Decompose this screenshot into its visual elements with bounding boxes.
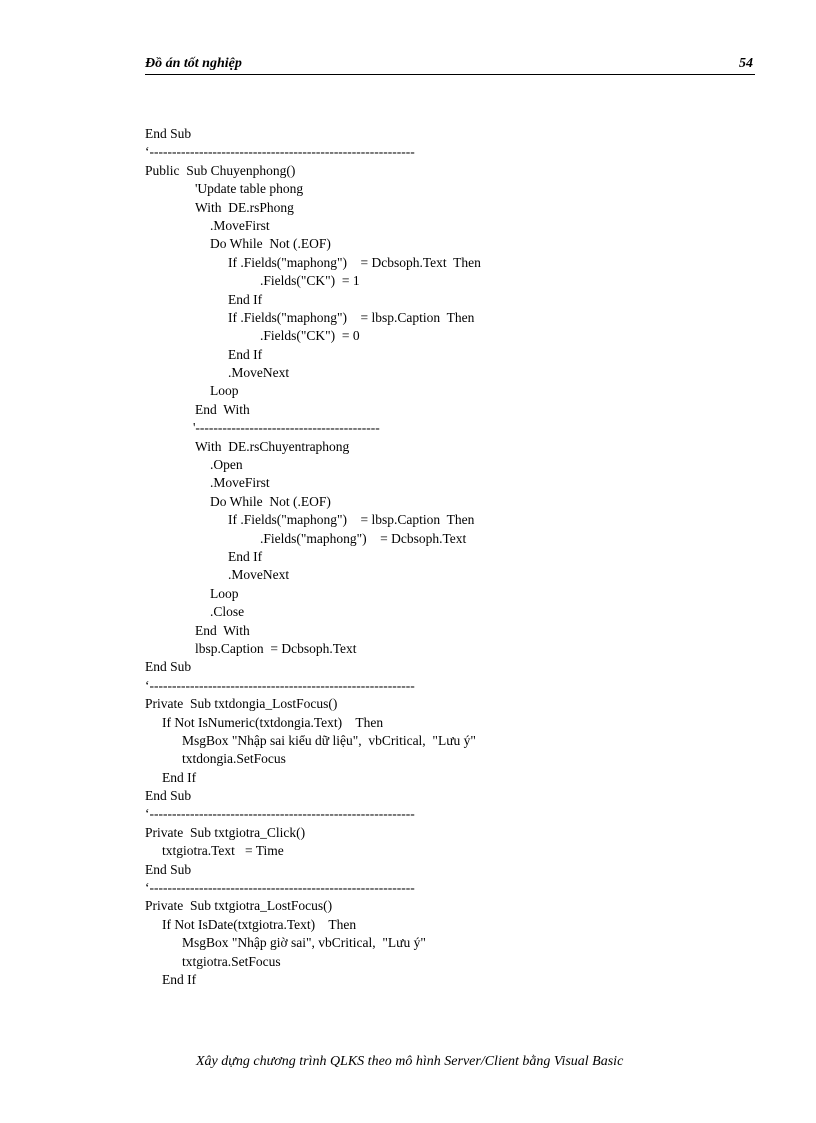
code-line: .Fields("CK") = 1 [260,273,360,289]
code-line: .MoveNext [228,567,290,583]
code-line: End If [162,769,197,785]
code-line: .MoveFirst [210,217,270,233]
code-line: End Sub [145,659,192,675]
code-line: End If [162,971,197,987]
code-line: If .Fields("maphong") = Dcbsoph.Text Then [228,254,481,270]
code-line: .Open [210,457,243,473]
code-line: txtgiotra.SetFocus [182,953,281,969]
page-number: 54 [739,56,753,71]
code-line: Public Sub Chuyenphong() [145,162,296,178]
code-line: End Sub [145,861,192,877]
code-line: ‘----------------------------------------------------------- [145,880,415,896]
code-line: Loop [210,383,239,399]
code-line: Do While Not (.EOF) [210,236,331,252]
code-line: '----------------------------------------- [193,420,380,436]
code-line: With DE.rsChuyentraphong [195,438,350,454]
code-line: MsgBox "Nhập giờ sai", vbCritical, "Lưu ý" [182,935,426,951]
code-line: End With [195,622,250,638]
code-line: Private Sub txtgiotra_Click() [145,824,306,840]
code-line: MsgBox "Nhập sai kiểu dữ liệu", vbCritical, "Lưu ý" [182,732,476,748]
code-line: Private Sub txtgiotra_LostFocus() [145,898,333,914]
code-line: txtdongia.SetFocus [182,751,286,767]
code-line: Do While Not (.EOF) [210,493,331,509]
code-line: .MoveNext [228,365,290,381]
code-line: .Fields("maphong") = Dcbsoph.Text [260,530,467,546]
code-line: End If [228,548,263,564]
code-line: Loop [210,585,239,601]
code-line: If Not IsNumeric(txtdongia.Text) Then [162,714,384,730]
code-line: End If [228,291,263,307]
code-line: With DE.rsPhong [195,199,294,215]
code-line: End With [195,401,250,417]
code-line: txtgiotra.Text = Time [162,843,284,859]
code-line: If Not IsDate(txtgiotra.Text) Then [162,916,357,932]
code-line: End If [228,346,263,362]
code-line: ‘----------------------------------------------------------- [145,806,415,822]
code-line: .Fields("CK") = 0 [260,328,360,344]
header-title: Đồ án tốt nghiệp [145,56,242,71]
page-footer: Xây dựng chương trình QLKS theo mô hình Server/Client bằng Visual Basic [196,1054,624,1069]
code-line: 'Update table phong [195,181,304,197]
code-line: ‘----------------------------------------------------------- [145,144,415,160]
code-line: Private Sub txtdongia_LostFocus() [145,696,338,712]
code-line: If .Fields("maphong") = lbsp.Caption Then [228,309,475,325]
code-line: ‘----------------------------------------------------------- [145,677,415,693]
code-listing [145,125,481,989]
code-line: If .Fields("maphong") = lbsp.Caption Then [228,512,475,528]
code-line: .MoveFirst [210,475,270,491]
code-line: End Sub [145,788,192,804]
code-line: .Close [210,604,245,620]
code-line: lbsp.Caption = Dcbsoph.Text [195,640,357,656]
page-header [145,54,755,75]
code-line: End Sub [145,126,192,141]
